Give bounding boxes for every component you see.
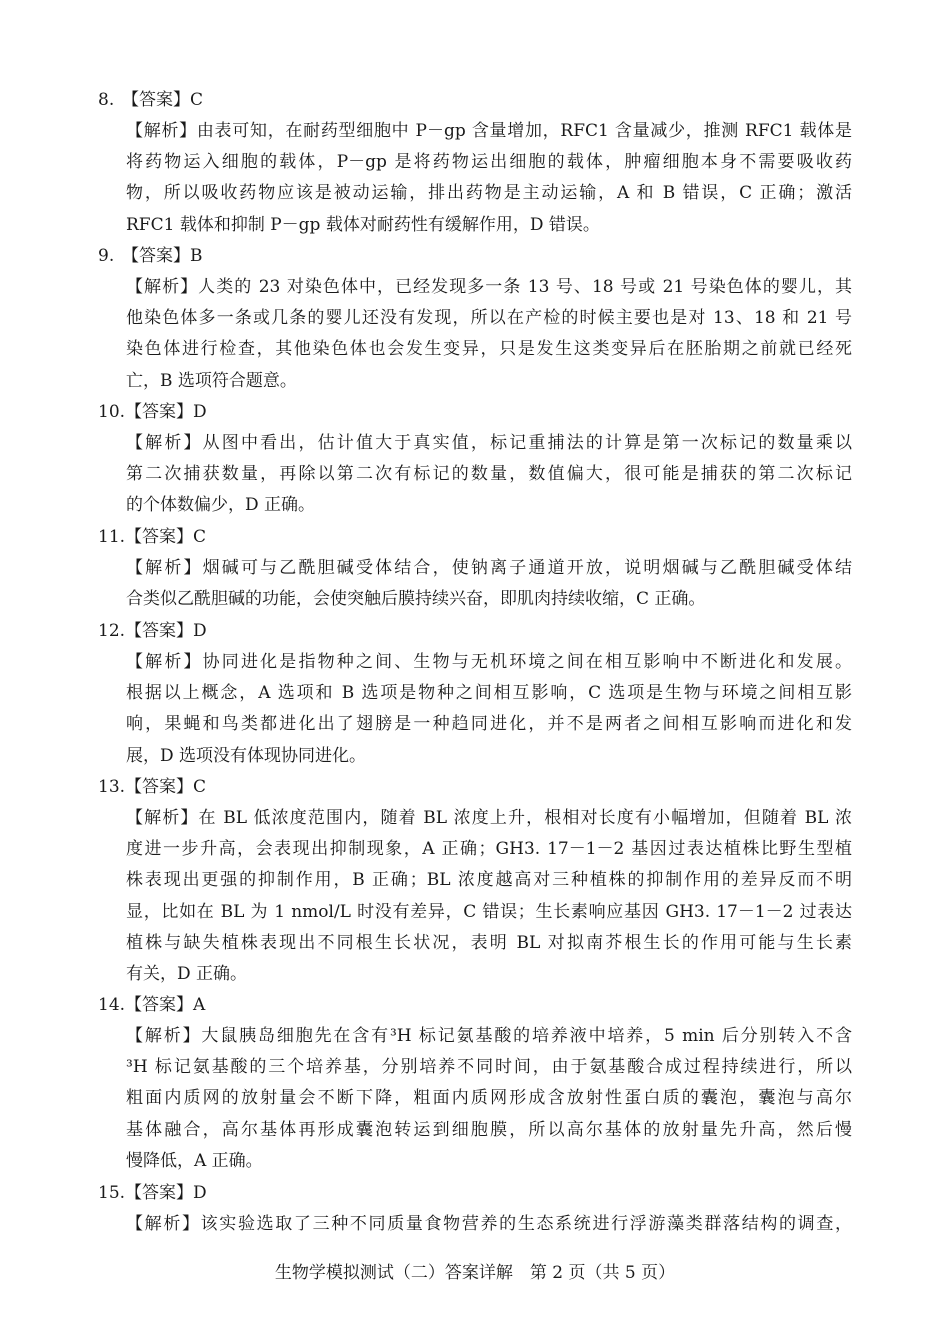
- answer-heading: [98, 990, 858, 1021]
- question-number: 8.: [98, 90, 115, 110]
- explanation-line: 展，D 选项没有体现协同进化。: [126, 745, 367, 766]
- explanation-line: 【解析】烟碱可与乙酰胆碱受体结合，使钠离子通道开放，说明烟碱与乙酰胆碱受体结: [126, 558, 852, 578]
- answer-heading: [98, 616, 858, 647]
- explanation-line: ³H 标记氨基酸的三个培养基，分别培养不同时间，由于氨基酸合成过程持续进行，所以: [126, 1057, 852, 1078]
- explanation-line: 物，所以吸收药物应该是被动运输，排出药物是主动运输，A 和 B 错误，C 正确；激活: [126, 183, 852, 204]
- explanation-line: 将药物运入细胞的载体，P－gp 是将药物运出细胞的载体，肿瘤细胞本身不需要吸收药: [126, 152, 852, 173]
- question-number: 12.: [98, 621, 126, 641]
- explanation: [126, 272, 852, 397]
- answer-heading: [98, 241, 858, 272]
- explanation-line: 粗面内质网的放射量会不断下降，粗面内质网形成含放射性蛋白质的囊泡，囊泡与高尔: [126, 1088, 852, 1109]
- answer-heading: [98, 522, 858, 553]
- explanation-line: 【解析】从图中看出，估计值大于真实值，标记重捕法的计算是第一次标记的数量乘以: [126, 433, 852, 453]
- explanation-line: 响，果蝇和鸟类都进化出了翅膀是一种趋同进化，并不是两者之间相互影响而进化和发: [126, 714, 852, 735]
- explanation: [126, 1021, 852, 1177]
- explanation-line: 第二次捕获数量，再除以第二次有标记的数量，数值偏大，很可能是捕获的第二次标记: [126, 464, 852, 485]
- answer-heading: [98, 397, 858, 428]
- answer-label: 【答案】C: [125, 527, 207, 547]
- question-number: 10.: [98, 402, 126, 422]
- explanation-line: 慢降低，A 正确。: [126, 1150, 263, 1171]
- explanation-line: 他染色体多一条或几条的婴儿还没有发现，所以在产检的时候主要也是对 13、18 和 21 号: [126, 308, 852, 329]
- explanation: [126, 1209, 852, 1240]
- answer-label: 【答案】A: [125, 995, 206, 1015]
- explanation-line: 度进一步升高，会表现出抑制现象，A 正确；GH3. 17－1－2 基因过表达植株比野生型植: [126, 839, 852, 860]
- explanation-line: 【解析】大鼠胰岛细胞先在含有³H 标记氨基酸的培养液中培养，5 min 后分别转入不含: [126, 1026, 852, 1046]
- question-number: 11.: [98, 527, 126, 547]
- answer-label: 【答案】D: [125, 1183, 207, 1203]
- page-footer: 生物学模拟测试（二）答案详解 第 2 页（共 5 页）: [274, 1263, 676, 1283]
- explanation-line: 【解析】协同进化是指物种之间、生物与无机环境之间在相互影响中不断进化和发展。: [126, 652, 852, 672]
- explanation-line: 基体融合，高尔基体再形成囊泡转运到细胞膜，所以高尔基体的放射量先升高，然后慢: [126, 1119, 852, 1140]
- explanation-line: 【解析】在 BL 低浓度范围内，随着 BL 浓度上升，根相对长度有小幅增加，但随着 BL 浓: [126, 808, 852, 828]
- answer-heading: [98, 772, 858, 803]
- explanation-line: 亡，B 选项符合题意。: [126, 370, 297, 391]
- explanation-line: 显，比如在 BL 为 1 nmol/L 时没有差异，C 错误；生长素响应基因 GH3. 17－1－2 过表达: [126, 901, 852, 922]
- answer-label: 【答案】B: [122, 246, 203, 266]
- answer-heading: [98, 1178, 858, 1209]
- explanation-line: 【解析】人类的 23 对染色体中，已经发现多一条 13 号、18 号或 21 号染色体的婴儿，其: [126, 277, 852, 297]
- question-number: 14.: [98, 995, 126, 1015]
- answer-label: 【答案】C: [125, 777, 207, 797]
- explanation-line: 株表现出更强的抑制作用，B 正确；BL 浓度越高对三种植株的抑制作用的差异反而不明: [126, 870, 852, 891]
- explanation: [126, 803, 852, 990]
- explanation-line: 合类似乙酰胆碱的功能，会使突触后膜持续兴奋，即肌肉持续收缩，C 正确。: [126, 589, 706, 610]
- explanation-line: 根据以上概念，A 选项和 B 选项是物种之间相互影响，C 选项是生物与环境之间相互影: [126, 683, 852, 704]
- explanation-line: RFC1 载体和抑制 P－gp 载体对耐药性有缓解作用，D 错误。: [126, 214, 600, 235]
- explanation-line: 【解析】由表可知，在耐药型细胞中 P－gp 含量增加，RFC1 含量减少，推测 RFC1 载体是: [126, 121, 852, 141]
- explanation: [126, 428, 852, 522]
- question-number: 9.: [98, 246, 115, 266]
- explanation: [126, 116, 852, 241]
- explanation-line: 的个体数偏少，D 正确。: [126, 495, 316, 516]
- answer-heading: [98, 85, 858, 116]
- question-number: 13.: [98, 777, 126, 797]
- answer-label: 【答案】D: [125, 402, 207, 422]
- answer-label: 【答案】D: [125, 621, 207, 641]
- explanation-line: 【解析】该实验选取了三种不同质量食物营养的生态系统进行浮游藻类群落结构的调查，: [126, 1214, 852, 1234]
- explanation: [126, 553, 852, 615]
- question-number: 15.: [98, 1183, 126, 1203]
- explanation-line: 染色体进行检查，其他染色体也会发生变异，只是发生这类变异后在胚胎期之前就已经死: [126, 339, 852, 360]
- explanation-line: 有关，D 正确。: [126, 963, 248, 984]
- answer-label: 【答案】C: [122, 90, 204, 110]
- explanation: [126, 647, 852, 772]
- explanation-line: 植株与缺失植株表现出不同根生长状况，表明 BL 对拟南芥根生长的作用可能与生长素: [126, 932, 852, 953]
